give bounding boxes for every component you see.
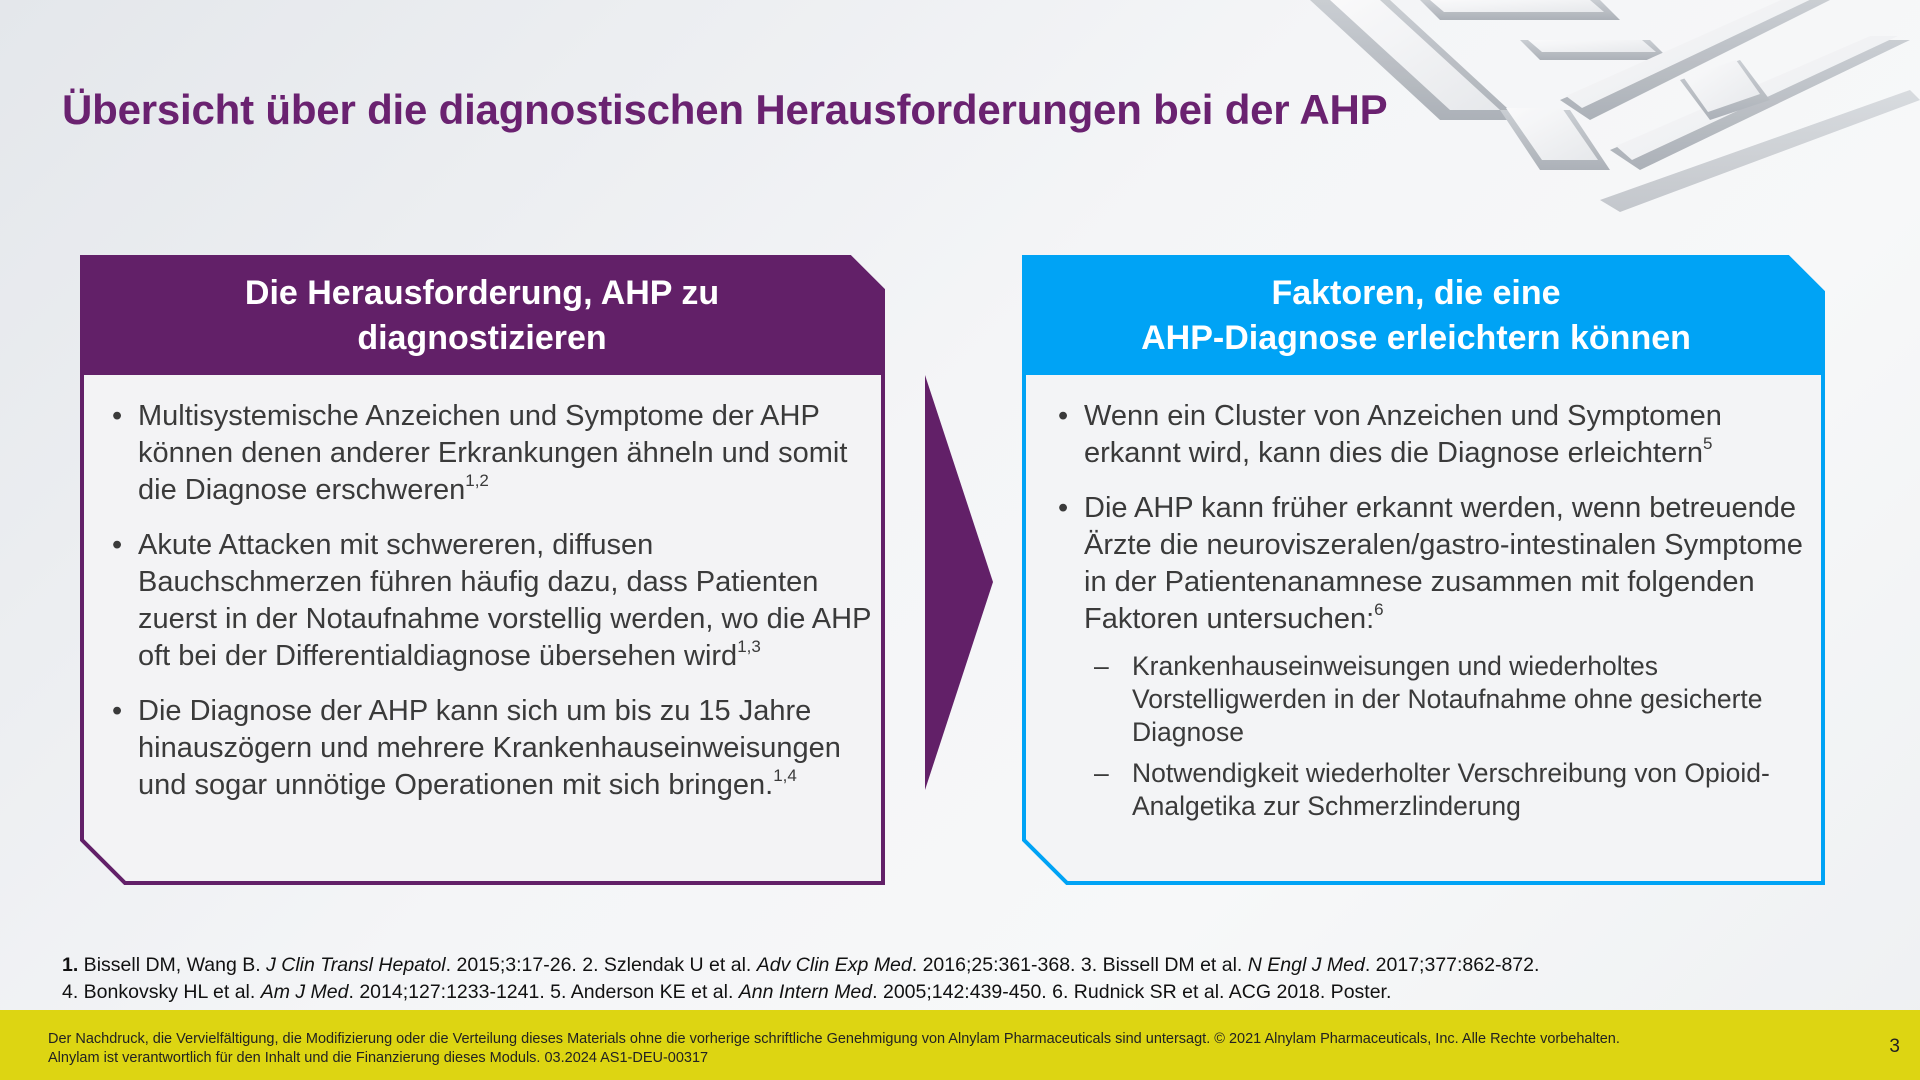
references-line-1: 1. Bissell DM, Wang B. J Clin Transl Hepatol. 2015;3:17-26. 2. Szlendak U et al. Adv Clin Exp Med. 2016;25:361-368. 3. Bissell DM et al. N Engl J Med. 2017;377:862-872. bbox=[62, 954, 1540, 976]
right-bullet-2: • Die AHP kann früher erkannt werden, wenn betreuende Ärzte die neuroviszeralen/gastro-intestinalen Symptome in der Patientenanamnese zusammen mit folgenden Faktoren untersuchen:$^6$ – Krankenhauseinweisungen und wiederholtes Vorstelligwerden in der Notaufnahme ohne gesicherte Diagnose – Notwendigkeit wiederholter Verschreibung von Opioid-Analgetika zur Schmerzlinderung bbox=[1058, 490, 1818, 823]
right-heading-line2: AHP-Diagnose erleichtern können bbox=[1141, 319, 1691, 357]
footer-disclaimer bbox=[48, 1030, 1620, 1068]
left-bullet-list bbox=[112, 398, 872, 804]
right-panel-body bbox=[1058, 398, 1818, 841]
left-panel-body bbox=[112, 398, 872, 822]
left-bullet-1: • Multisystemische Anzeichen und Symptome der AHP können denen anderer Erkrankungen ähneln und somit die Diagnose erschweren$^{1,2}$ bbox=[112, 398, 872, 509]
footer-bar bbox=[0, 1010, 1920, 1080]
left-heading-line2: diagnostizieren bbox=[357, 319, 607, 357]
left-panel-heading bbox=[82, 257, 882, 375]
slide-title: Übersicht über die diagnostischen Herausforderungen bei der AHP bbox=[62, 86, 1388, 133]
right-bullet-1: • Wenn ein Cluster von Anzeichen und Symptomen erkannt wird, kann dies die Diagnose erleichtern$^5$ bbox=[1058, 398, 1818, 472]
right-panel-heading bbox=[1026, 257, 1806, 375]
references bbox=[62, 952, 1539, 1006]
right-sub-bullet-1: – Krankenhauseinweisungen und wiederholtes Vorstelligwerden in der Notaufnahme ohne gesicherte Diagnose bbox=[1084, 650, 1818, 749]
left-heading-line1: Die Herausforderung, AHP zu bbox=[244, 274, 720, 312]
right-bullet-list bbox=[1058, 398, 1818, 823]
right-sub-list bbox=[1084, 650, 1818, 823]
footer-line-1: Der Nachdruck, die Vervielfältigung, die Modifizierung oder die Verteilung dieses Materials ohne die vorherige schriftliche Genehmigung von Alnylam Pharmaceuticals sind untersagt. © 2021 Alnylam Pharmaceuticals, Inc. Alle Rechte vorbehalten. bbox=[48, 1031, 1620, 1047]
footer-line-2: Alnylam ist verantwortlich für den Inhalt und die Finanzierung dieses Moduls. 03.2024 AS1-DEU-00317 bbox=[48, 1050, 709, 1066]
right-sub-bullet-2: – Notwendigkeit wiederholter Verschreibung von Opioid-Analgetika zur Schmerzlinderung bbox=[1084, 757, 1818, 823]
right-heading-line1: Faktoren, die eine bbox=[1271, 274, 1561, 312]
arrow-right-icon bbox=[925, 375, 995, 790]
references-line-2: 4. Bonkovsky HL et al. Am J Med. 2014;127:1233-1241. 5. Anderson KE et al. Ann Intern Med. 2005;142:439-450. 6. Rudnick SR et al. ACG 2018. Poster. bbox=[62, 981, 1392, 1003]
left-bullet-2: • Akute Attacken mit schwereren, diffusen Bauchschmerzen führen häufig dazu, dass Patienten zuerst in der Notaufnahme vorstellig werden, wo die AHP oft bei der Differentialdiagnose übersehen wird$^{1,3}$ bbox=[112, 527, 872, 675]
page-number: 3 bbox=[1889, 1036, 1900, 1057]
left-bullet-3: • Die Diagnose der AHP kann sich um bis zu 15 Jahre hinauszögern und mehrere Krankenhauseinweisungen und sogar unnötige Operationen mit sich bringen.$^{1,4}$ bbox=[112, 693, 872, 804]
